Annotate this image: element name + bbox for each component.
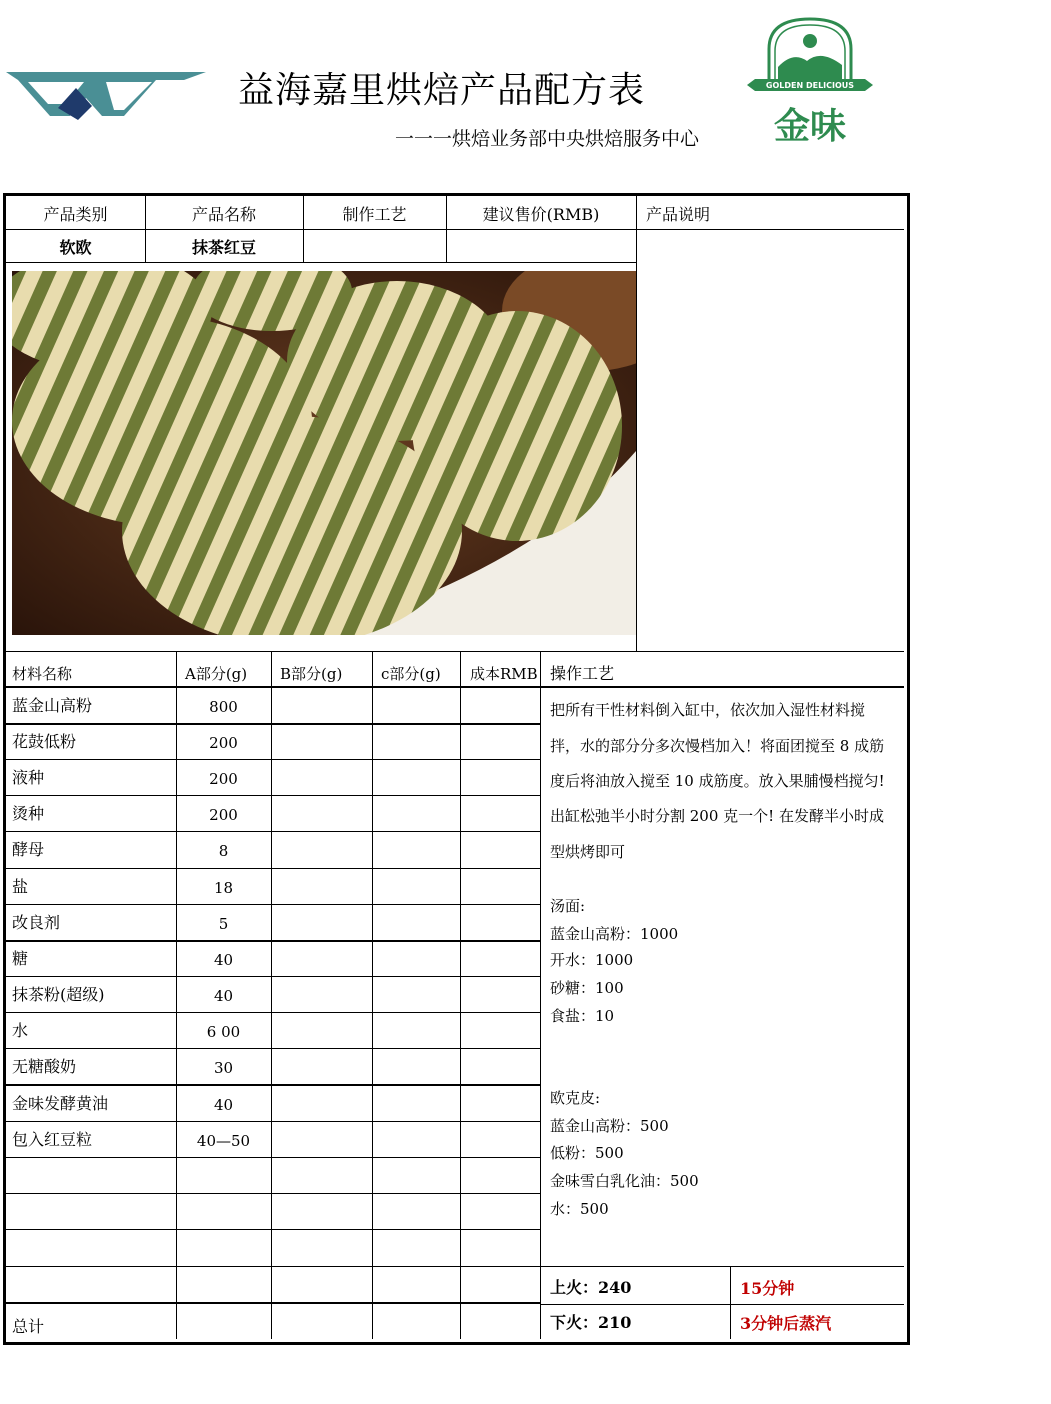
material-amount-a: 8 bbox=[218, 842, 229, 860]
materials-header-cost: 成本RMB bbox=[470, 665, 538, 683]
crust-line: 蓝金山高粉：500 bbox=[550, 1117, 669, 1135]
header-category: 产品类别 bbox=[43, 205, 108, 224]
material-name: 无糖酸奶 bbox=[12, 1057, 77, 1076]
material-name: 糖 bbox=[12, 949, 29, 968]
material-amount-a: 200 bbox=[209, 734, 238, 752]
process-line: 把所有干性材料倒入缸中，依次加入湿性材料搅 bbox=[550, 701, 866, 719]
crust-line: 水：500 bbox=[550, 1200, 609, 1218]
materials-header-b: B部分(g) bbox=[280, 665, 343, 683]
brand-name-en: GOLDEN DELICIOUS bbox=[765, 81, 855, 90]
process-line: 拌，水的部分分多次慢档加入！将面团搅至 8 成筋 bbox=[550, 737, 885, 755]
process-header: 操作工艺 bbox=[550, 664, 615, 683]
process-line: 出缸松弛半小时分割 200 克一个! 在发酵半小时成 bbox=[550, 807, 884, 825]
header-product-name: 产品名称 bbox=[191, 205, 256, 224]
header-craft: 制作工艺 bbox=[342, 205, 407, 224]
header-description: 产品说明 bbox=[646, 205, 711, 224]
crust-line: 欧克皮: bbox=[550, 1089, 601, 1107]
page-title: 益海嘉里烘焙产品配方表 bbox=[238, 70, 646, 111]
material-name: 烫种 bbox=[12, 804, 45, 823]
material-name: 酵母 bbox=[12, 840, 45, 859]
soup-line: 食盐：10 bbox=[550, 1007, 615, 1025]
material-amount-a: 40 bbox=[213, 951, 234, 969]
material-name: 花鼓低粉 bbox=[12, 732, 77, 751]
material-amount-a: 5 bbox=[218, 915, 229, 933]
material-amount-a: 200 bbox=[209, 806, 238, 824]
page-subtitle: 一一一烘焙业务部中央烘焙服务中心 bbox=[395, 128, 700, 150]
top-fire-temp: 上火：240 bbox=[550, 1278, 632, 1297]
product-name: 抹茶红豆 bbox=[191, 238, 256, 257]
soup-line: 汤面: bbox=[550, 897, 586, 915]
material-amount-a: 30 bbox=[213, 1059, 234, 1077]
material-name: 蓝金山高粉 bbox=[12, 696, 93, 715]
header-price: 建议售价(RMB) bbox=[482, 205, 600, 224]
product-photo bbox=[12, 271, 636, 635]
materials-header-a: A部分(g) bbox=[185, 665, 248, 683]
crust-line: 金味雪白乳化油：500 bbox=[550, 1172, 699, 1190]
process-line: 度后将油放入搅至 10 成筋度。放入果脯慢档搅匀! bbox=[550, 772, 885, 790]
material-amount-a: 40—50 bbox=[196, 1132, 251, 1150]
material-amount-a: 40 bbox=[213, 1096, 234, 1114]
total-label: 总计 bbox=[12, 1317, 45, 1336]
material-name: 抹茶粉(超级) bbox=[12, 985, 105, 1004]
material-amount-a: 40 bbox=[213, 987, 234, 1005]
company-logo bbox=[6, 68, 208, 120]
material-name: 改良剂 bbox=[12, 913, 61, 932]
brand-name-cn: 金味 bbox=[773, 106, 846, 147]
brand-logo bbox=[745, 15, 875, 150]
material-name: 包入红豆粒 bbox=[12, 1130, 93, 1149]
bake-time: 15分钟 bbox=[740, 1279, 795, 1298]
material-name: 水 bbox=[12, 1021, 29, 1040]
materials-header-name: 材料名称 bbox=[12, 665, 73, 683]
material-name: 液种 bbox=[12, 768, 45, 787]
soup-line: 开水：1000 bbox=[550, 951, 634, 969]
material-amount-a: 6 00 bbox=[206, 1023, 241, 1041]
brand-emblem-icon bbox=[745, 15, 875, 113]
process-line: 型烘烤即可 bbox=[550, 843, 626, 861]
materials-header-c: c部分(g) bbox=[381, 665, 441, 683]
material-name: 金味发酵黄油 bbox=[12, 1094, 109, 1113]
crust-line: 低粉：500 bbox=[550, 1144, 624, 1162]
soup-line: 砂糖：100 bbox=[550, 979, 624, 997]
material-name: 盐 bbox=[12, 877, 29, 896]
soup-line: 蓝金山高粉：1000 bbox=[550, 925, 679, 943]
material-amount-a: 200 bbox=[209, 770, 238, 788]
material-amount-a: 18 bbox=[213, 879, 234, 897]
material-amount-a: 800 bbox=[209, 698, 238, 716]
product-category: 软欧 bbox=[59, 238, 92, 257]
steam-note: 3分钟后蒸汽 bbox=[740, 1314, 832, 1333]
bottom-fire-temp: 下火：210 bbox=[550, 1313, 632, 1332]
